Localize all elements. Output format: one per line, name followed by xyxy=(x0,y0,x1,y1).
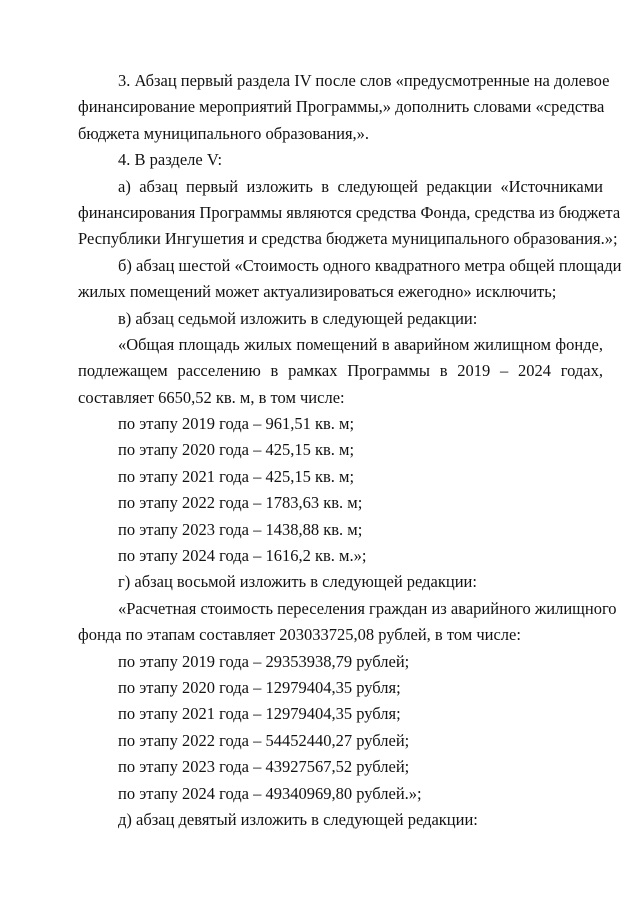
text-line: подлежащем расселению в рамках Программы в 2019 – 2024 годах, xyxy=(78,361,603,381)
text-line: б) абзац шестой «Стоимость одного квадратного метра общей площади xyxy=(118,255,622,275)
text-line: финансирования Программы являются средства Фонда, средства из бюджета xyxy=(78,202,621,222)
text-line: составляет 6650,52 кв. м, в том числе: xyxy=(78,387,345,407)
text-line: 4. В разделе V: xyxy=(118,150,223,170)
text-line: «Расчетная стоимость переселения граждан из аварийного жилищного xyxy=(118,598,617,618)
text-line: финансирование мероприятий Программы,» дополнить словами «средства xyxy=(78,97,605,117)
text-line: Республики Ингушетия и средства бюджета муниципального образования.»; xyxy=(78,229,618,249)
text-line: по этапу 2024 года – 49340969,80 рублей.»; xyxy=(118,783,422,803)
text-line: по этапу 2021 года – 12979404,35 рубля; xyxy=(118,704,401,724)
text-line: по этапу 2022 года – 54452440,27 рублей; xyxy=(118,730,410,750)
text-line: жилых помещений может актуализироваться ежегодно» исключить; xyxy=(78,282,557,302)
text-line: по этапу 2024 года – 1616,2 кв. м.»; xyxy=(118,546,367,566)
text-line: по этапу 2021 года – 425,15 кв. м; xyxy=(118,466,355,486)
text-line: по этапу 2023 года – 43927567,52 рублей; xyxy=(118,757,410,777)
text-line: по этапу 2019 года – 29353938,79 рублей; xyxy=(118,651,410,671)
text-line: а) абзац первый изложить в следующей редакции «Источниками xyxy=(118,176,603,196)
text-line: бюджета муниципального образования,». xyxy=(78,123,370,143)
text-line: д) абзац девятый изложить в следующей редакции: xyxy=(118,809,478,829)
text-line: по этапу 2023 года – 1438,88 кв. м; xyxy=(118,519,363,539)
text-line: фонда по этапам составляет 203033725,08 рублей, в том числе: xyxy=(78,625,521,645)
text-line: 3. Абзац первый раздела IV после слов «предусмотренные на долевое xyxy=(118,71,610,90)
text-line: по этапу 2019 года – 961,51 кв. м; xyxy=(118,414,355,434)
text-line: по этапу 2020 года – 12979404,35 рубля; xyxy=(118,677,401,697)
text-line: г) абзац восьмой изложить в следующей редакции: xyxy=(118,572,477,592)
text-line: по этапу 2020 года – 425,15 кв. м; xyxy=(118,440,355,460)
text-line: «Общая площадь жилых помещений в аварийном жилищном фонде, xyxy=(118,334,603,354)
document-body xyxy=(78,68,622,833)
text-line: в) абзац седьмой изложить в следующей редакции: xyxy=(118,308,478,328)
text-line: по этапу 2022 года – 1783,63 кв. м; xyxy=(118,493,363,513)
